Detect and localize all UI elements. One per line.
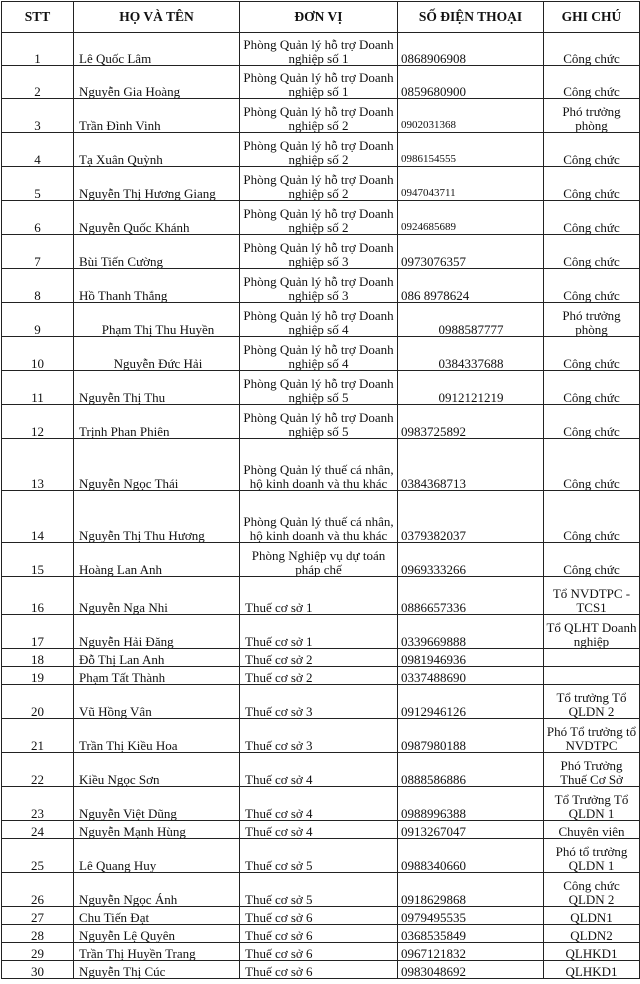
row-stt: 2 bbox=[2, 66, 74, 99]
table-row bbox=[2, 405, 640, 439]
table-row bbox=[2, 201, 640, 235]
row-note: Phó Tổ trưởng tổ NVDTPC bbox=[544, 719, 640, 753]
row-unit: Thuế cơ sở 6 bbox=[240, 961, 398, 979]
row-name: Phạm Thị Thu Huyền bbox=[74, 303, 240, 337]
row-note: Chuyên viên bbox=[544, 821, 640, 839]
row-stt: 13 bbox=[2, 439, 74, 491]
row-name: Hoàng Lan Anh bbox=[74, 543, 240, 577]
row-name: Nguyễn Ngọc Ánh bbox=[74, 873, 240, 907]
row-phone: 0859680900 bbox=[398, 66, 544, 99]
row-name: Nguyễn Đức Hải bbox=[74, 337, 240, 371]
row-unit: Phòng Quản lý thuế cá nhân, hộ kinh doanh và thu khác bbox=[240, 439, 398, 491]
row-stt: 9 bbox=[2, 303, 74, 337]
row-phone: 0983048692 bbox=[398, 961, 544, 979]
row-name: Vũ Hồng Vân bbox=[74, 685, 240, 719]
row-unit: Thuế cơ sở 5 bbox=[240, 839, 398, 873]
row-stt: 3 bbox=[2, 99, 74, 133]
row-stt: 30 bbox=[2, 961, 74, 979]
row-unit: Phòng Quản lý hỗ trợ Doanh nghiệp số 5 bbox=[240, 405, 398, 439]
row-stt: 7 bbox=[2, 235, 74, 269]
row-phone: 0868906908 bbox=[398, 33, 544, 66]
row-name: Nguyễn Hải Đăng bbox=[74, 615, 240, 649]
row-unit: Phòng Quản lý hỗ trợ Doanh nghiệp số 5 bbox=[240, 371, 398, 405]
row-phone: 0886657336 bbox=[398, 577, 544, 615]
row-unit: Phòng Quản lý hỗ trợ Doanh nghiệp số 1 bbox=[240, 66, 398, 99]
row-phone: 0913267047 bbox=[398, 821, 544, 839]
row-unit: Phòng Quản lý hỗ trợ Doanh nghiệp số 2 bbox=[240, 201, 398, 235]
row-phone: 0947043711 bbox=[398, 167, 544, 201]
row-name: Nguyễn Mạnh Hùng bbox=[74, 821, 240, 839]
table-row bbox=[2, 371, 640, 405]
row-name: Nguyễn Nga Nhi bbox=[74, 577, 240, 615]
row-note: Tổ QLHT Doanh nghiệp bbox=[544, 615, 640, 649]
row-note: Phó tổ trưởng QLDN 1 bbox=[544, 839, 640, 873]
row-stt: 10 bbox=[2, 337, 74, 371]
row-stt: 25 bbox=[2, 839, 74, 873]
header-name: HỌ VÀ TÊN bbox=[74, 2, 240, 33]
row-note: Tổ Trưởng Tổ QLDN 1 bbox=[544, 787, 640, 821]
row-name: Hồ Thanh Thắng bbox=[74, 269, 240, 303]
row-note: Công chức bbox=[544, 66, 640, 99]
row-note: Tổ trưởng Tổ QLDN 2 bbox=[544, 685, 640, 719]
row-note: Phó Trưởng Thuế Cơ Sở bbox=[544, 753, 640, 787]
row-phone: 0979495535 bbox=[398, 907, 544, 925]
row-note: Công chức bbox=[544, 371, 640, 405]
row-stt: 22 bbox=[2, 753, 74, 787]
table-row bbox=[2, 821, 640, 839]
row-phone: 0981946936 bbox=[398, 649, 544, 667]
row-note: Phó trưởng phòng bbox=[544, 303, 640, 337]
row-stt: 5 bbox=[2, 167, 74, 201]
row-unit: Thuế cơ sở 1 bbox=[240, 615, 398, 649]
row-stt: 17 bbox=[2, 615, 74, 649]
row-stt: 21 bbox=[2, 719, 74, 753]
row-unit: Phòng Quản lý hỗ trợ Doanh nghiệp số 3 bbox=[240, 235, 398, 269]
row-note: Công chức QLDN 2 bbox=[544, 873, 640, 907]
row-unit: Thuế cơ sở 4 bbox=[240, 787, 398, 821]
row-name: Trần Thị Huyền Trang bbox=[74, 943, 240, 961]
row-unit: Thuế cơ sở 1 bbox=[240, 577, 398, 615]
row-note bbox=[544, 649, 640, 667]
row-stt: 19 bbox=[2, 667, 74, 685]
row-name: Nguyễn Quốc Khánh bbox=[74, 201, 240, 235]
row-phone: 0912121219 bbox=[398, 371, 544, 405]
row-note: QLDN1 bbox=[544, 907, 640, 925]
header-note: GHI CHÚ bbox=[544, 2, 640, 33]
table-row bbox=[2, 961, 640, 979]
row-name: Bùi Tiến Cường bbox=[74, 235, 240, 269]
table-row bbox=[2, 303, 640, 337]
table-row bbox=[2, 167, 640, 201]
table-row bbox=[2, 66, 640, 99]
row-stt: 23 bbox=[2, 787, 74, 821]
row-stt: 6 bbox=[2, 201, 74, 235]
row-unit: Phòng Quản lý hỗ trợ Doanh nghiệp số 3 bbox=[240, 269, 398, 303]
row-phone: 0988340660 bbox=[398, 839, 544, 873]
row-name: Trần Thị Kiều Hoa bbox=[74, 719, 240, 753]
row-note: Công chức bbox=[544, 337, 640, 371]
row-note: Công chức bbox=[544, 543, 640, 577]
row-phone: 0967121832 bbox=[398, 943, 544, 961]
table-row bbox=[2, 133, 640, 167]
row-stt: 20 bbox=[2, 685, 74, 719]
row-unit: Phòng Quản lý hỗ trợ Doanh nghiệp số 1 bbox=[240, 33, 398, 66]
row-stt: 12 bbox=[2, 405, 74, 439]
row-note: Tổ NVDTPC - TCS1 bbox=[544, 577, 640, 615]
row-note: Công chức bbox=[544, 439, 640, 491]
table-row bbox=[2, 787, 640, 821]
row-note: Công chức bbox=[544, 269, 640, 303]
row-name: Lê Quang Huy bbox=[74, 839, 240, 873]
row-phone: 0912946126 bbox=[398, 685, 544, 719]
row-unit: Thuế cơ sở 6 bbox=[240, 925, 398, 943]
row-unit: Thuế cơ sở 5 bbox=[240, 873, 398, 907]
table-row bbox=[2, 99, 640, 133]
row-stt: 28 bbox=[2, 925, 74, 943]
row-name: Kiều Ngọc Sơn bbox=[74, 753, 240, 787]
row-unit: Phòng Quản lý hỗ trợ Doanh nghiệp số 2 bbox=[240, 133, 398, 167]
row-phone: 0988996388 bbox=[398, 787, 544, 821]
row-name: Nguyễn Thị Thu Hương bbox=[74, 491, 240, 543]
row-name: Nguyễn Thị Cúc bbox=[74, 961, 240, 979]
row-name: Lê Quốc Lâm bbox=[74, 33, 240, 66]
row-unit: Thuế cơ sở 3 bbox=[240, 685, 398, 719]
row-name: Nguyễn Thị Hương Giang bbox=[74, 167, 240, 201]
table-row bbox=[2, 649, 640, 667]
row-unit: Thuế cơ sở 6 bbox=[240, 943, 398, 961]
row-unit: Phòng Quản lý hỗ trợ Doanh nghiệp số 2 bbox=[240, 99, 398, 133]
row-name: Đỗ Thị Lan Anh bbox=[74, 649, 240, 667]
row-unit: Phòng Quản lý hỗ trợ Doanh nghiệp số 4 bbox=[240, 303, 398, 337]
table-row bbox=[2, 925, 640, 943]
row-note: Công chức bbox=[544, 405, 640, 439]
header-stt: STT bbox=[2, 2, 74, 33]
row-name: Tạ Xuân Quỳnh bbox=[74, 133, 240, 167]
row-phone: 0924685689 bbox=[398, 201, 544, 235]
table-row bbox=[2, 907, 640, 925]
row-stt: 27 bbox=[2, 907, 74, 925]
header-row bbox=[2, 2, 640, 33]
table-row bbox=[2, 269, 640, 303]
row-stt: 4 bbox=[2, 133, 74, 167]
table-row bbox=[2, 839, 640, 873]
row-note: QLHKD1 bbox=[544, 943, 640, 961]
row-note: Công chức bbox=[544, 33, 640, 66]
row-name: Nguyễn Gia Hoàng bbox=[74, 66, 240, 99]
row-name: Nguyễn Thị Thu bbox=[74, 371, 240, 405]
row-note: QLHKD1 bbox=[544, 961, 640, 979]
row-unit: Phòng Quản lý thuế cá nhân, hộ kinh doanh và thu khác bbox=[240, 491, 398, 543]
table-row bbox=[2, 33, 640, 66]
row-stt: 26 bbox=[2, 873, 74, 907]
row-unit: Thuế cơ sở 3 bbox=[240, 719, 398, 753]
table-row bbox=[2, 667, 640, 685]
row-name: Nguyễn Lệ Quyên bbox=[74, 925, 240, 943]
table-row bbox=[2, 577, 640, 615]
row-phone: 0339669888 bbox=[398, 615, 544, 649]
table-row bbox=[2, 337, 640, 371]
row-phone: 0918629868 bbox=[398, 873, 544, 907]
contact-table bbox=[1, 1, 640, 979]
row-unit: Thuế cơ sở 4 bbox=[240, 821, 398, 839]
table-row bbox=[2, 753, 640, 787]
row-note: QLDN2 bbox=[544, 925, 640, 943]
row-phone: 0988587777 bbox=[398, 303, 544, 337]
table-row bbox=[2, 491, 640, 543]
header-unit: ĐƠN VỊ bbox=[240, 2, 398, 33]
row-phone: 0337488690 bbox=[398, 667, 544, 685]
row-name: Phạm Tất Thành bbox=[74, 667, 240, 685]
row-stt: 18 bbox=[2, 649, 74, 667]
row-phone: 0384337688 bbox=[398, 337, 544, 371]
row-note: Công chức bbox=[544, 491, 640, 543]
row-phone: 0368535849 bbox=[398, 925, 544, 943]
row-name: Chu Tiến Đạt bbox=[74, 907, 240, 925]
row-name: Trần Đình Vinh bbox=[74, 99, 240, 133]
row-note: Công chức bbox=[544, 235, 640, 269]
row-phone: 0983725892 bbox=[398, 405, 544, 439]
table-row bbox=[2, 943, 640, 961]
row-phone: 0986154555 bbox=[398, 133, 544, 167]
row-note: Phó trưởng phòng bbox=[544, 99, 640, 133]
row-unit: Phòng Quản lý hỗ trợ Doanh nghiệp số 2 bbox=[240, 167, 398, 201]
row-note: Công chức bbox=[544, 201, 640, 235]
row-unit: Thuế cơ sở 4 bbox=[240, 753, 398, 787]
row-phone: 0379382037 bbox=[398, 491, 544, 543]
row-phone: 0888586886 bbox=[398, 753, 544, 787]
row-phone: 0384368713 bbox=[398, 439, 544, 491]
table-row bbox=[2, 685, 640, 719]
row-unit: Thuế cơ sở 2 bbox=[240, 649, 398, 667]
table-row bbox=[2, 615, 640, 649]
row-note: Công chức bbox=[544, 133, 640, 167]
row-unit: Phòng Quản lý hỗ trợ Doanh nghiệp số 4 bbox=[240, 337, 398, 371]
row-stt: 1 bbox=[2, 33, 74, 66]
row-unit: Thuế cơ sở 2 bbox=[240, 667, 398, 685]
row-stt: 24 bbox=[2, 821, 74, 839]
row-stt: 11 bbox=[2, 371, 74, 405]
row-phone: 0969333266 bbox=[398, 543, 544, 577]
row-name: Nguyễn Ngọc Thái bbox=[74, 439, 240, 491]
table-row bbox=[2, 439, 640, 491]
row-stt: 29 bbox=[2, 943, 74, 961]
row-stt: 15 bbox=[2, 543, 74, 577]
table-row bbox=[2, 719, 640, 753]
row-phone: 0987980188 bbox=[398, 719, 544, 753]
row-stt: 16 bbox=[2, 577, 74, 615]
table-row bbox=[2, 873, 640, 907]
header-phone: SỐ ĐIỆN THOẠI bbox=[398, 2, 544, 33]
row-name: Nguyễn Việt Dũng bbox=[74, 787, 240, 821]
row-note: Công chức bbox=[544, 167, 640, 201]
row-unit: Thuế cơ sở 6 bbox=[240, 907, 398, 925]
table-row bbox=[2, 543, 640, 577]
row-phone: 0902031368 bbox=[398, 99, 544, 133]
row-unit: Phòng Nghiệp vụ dự toán pháp chế bbox=[240, 543, 398, 577]
row-phone: 086 8978624 bbox=[398, 269, 544, 303]
row-stt: 8 bbox=[2, 269, 74, 303]
table-row bbox=[2, 235, 640, 269]
row-phone: 0973076357 bbox=[398, 235, 544, 269]
row-note bbox=[544, 667, 640, 685]
row-name: Trịnh Phan Phiên bbox=[74, 405, 240, 439]
row-stt: 14 bbox=[2, 491, 74, 543]
